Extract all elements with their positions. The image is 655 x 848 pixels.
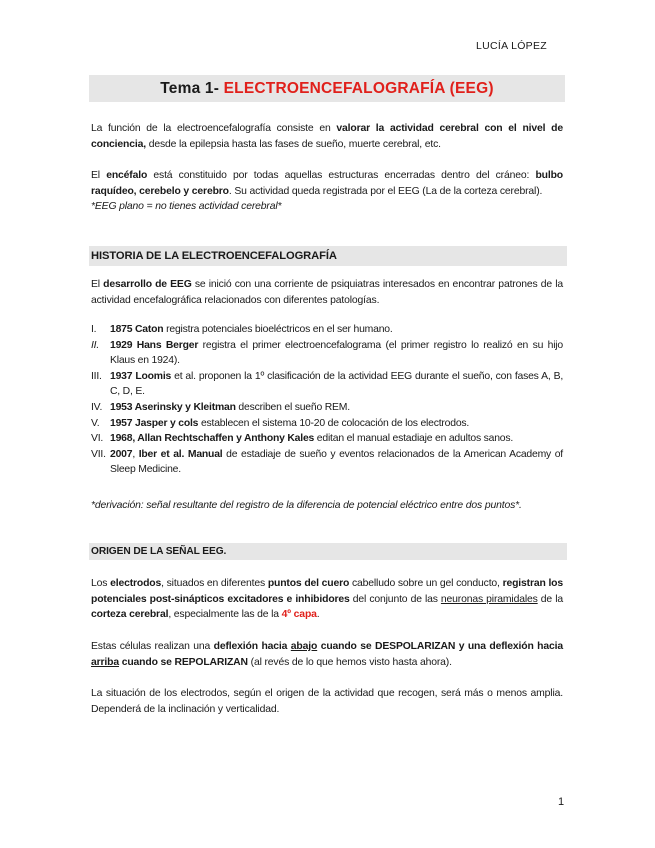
history-heading: HISTORIA DE LA ELECTROENCEFALOGRAFÍA xyxy=(89,246,567,266)
origin-paragraph-2: Estas células realizan una deflexión hacia abajo cuando se DESPOLARIZAN y una deflexión hacia arriba cuando se REPOLARIZAN (al revés de lo que hemos visto hasta ahora). xyxy=(91,641,563,668)
title-topic: ELECTROENCEFALOGRAFÍA (EEG) xyxy=(223,80,494,97)
list-item: IV. 1953 Aserinsky y Kleitman describen el sueño REM. xyxy=(91,401,350,413)
list-item: III. 1937 Loomis et al. proponen la 1º clasificación de la actividad EEG durante el sueño, con fases A, B, C, D, E. xyxy=(91,370,564,398)
list-item: VI. 1968, Allan Rechtschaffen y Anthony Kales editan el manual estadiaje en adultos sanos. xyxy=(91,433,514,445)
derivation-note: *derivación: señal resultante del registro de la diferencia de potencial eléctrico entre dos puntos*. xyxy=(91,500,522,511)
eeg-flat-note: *EEG plano = no tienes actividad cerebral* xyxy=(91,201,282,213)
list-item: II. 1929 Hans Berger registra el primer electroencefalograma (el primer registro lo realizó en su hijo Klaus en 1924). xyxy=(91,339,563,367)
history-intro: El desarrollo de EEG se inició con una corriente de psiquiatras interesados en encontrar patrones de la actividad encefalográfica relacionados con diferentes patologías. xyxy=(91,279,564,306)
list-item: I. 1875 Caton registra potenciales bioeléctricos en el ser humano. xyxy=(91,324,393,335)
origin-heading: ORIGEN DE LA SEÑAL EEG. xyxy=(89,543,567,560)
page-title xyxy=(89,75,565,102)
intro-paragraph-2: El encéfalo está constituido por todas aquellas estructuras encerradas dentro del cráneo: bulbo raquídeo, cerebelo y cerebro. Su actividad queda registrada por el EEG (La de la corteza cerebral). *EEG plano = no tienes actividad cerebral* xyxy=(91,170,563,213)
origin-paragraph-1: Los electrodos, situados en diferentes puntos del cuero cabelludo sobre un gel conducto, registran los potenciales post-sinápticos excitadores e inhibidores del conjunto de las neuronas piramidales de la corteza cerebral, especialmente las de la 4º capa. xyxy=(91,578,564,621)
author-name: LUCÍA LÓPEZ xyxy=(476,40,547,52)
page-number: 1 xyxy=(558,796,565,808)
intro-paragraph-1: La función de la electroencefalografía consiste en valorar la actividad cerebral con el nivel de conciencia, desde la epilepsia hasta las fases de sueño, muerte cerebral, etc. xyxy=(91,123,564,150)
origin-paragraph-3: La situación de los electrodos, según el origen de la actividad que recogen, será más o menos amplia. Dependerá de la inclinación y verticalidad. xyxy=(91,688,563,715)
history-timeline xyxy=(91,322,563,478)
title-prefix: Tema 1- xyxy=(160,80,220,97)
list-item: V. 1957 Jasper y cols establecen el sistema 10-20 de colocación de los electrodos. xyxy=(91,417,470,429)
list-item: VII. 2007, Iber et al. Manual de estadiaje de sueño y eventos relacionados de la American Academy of Sleep Medicine. xyxy=(91,448,563,476)
